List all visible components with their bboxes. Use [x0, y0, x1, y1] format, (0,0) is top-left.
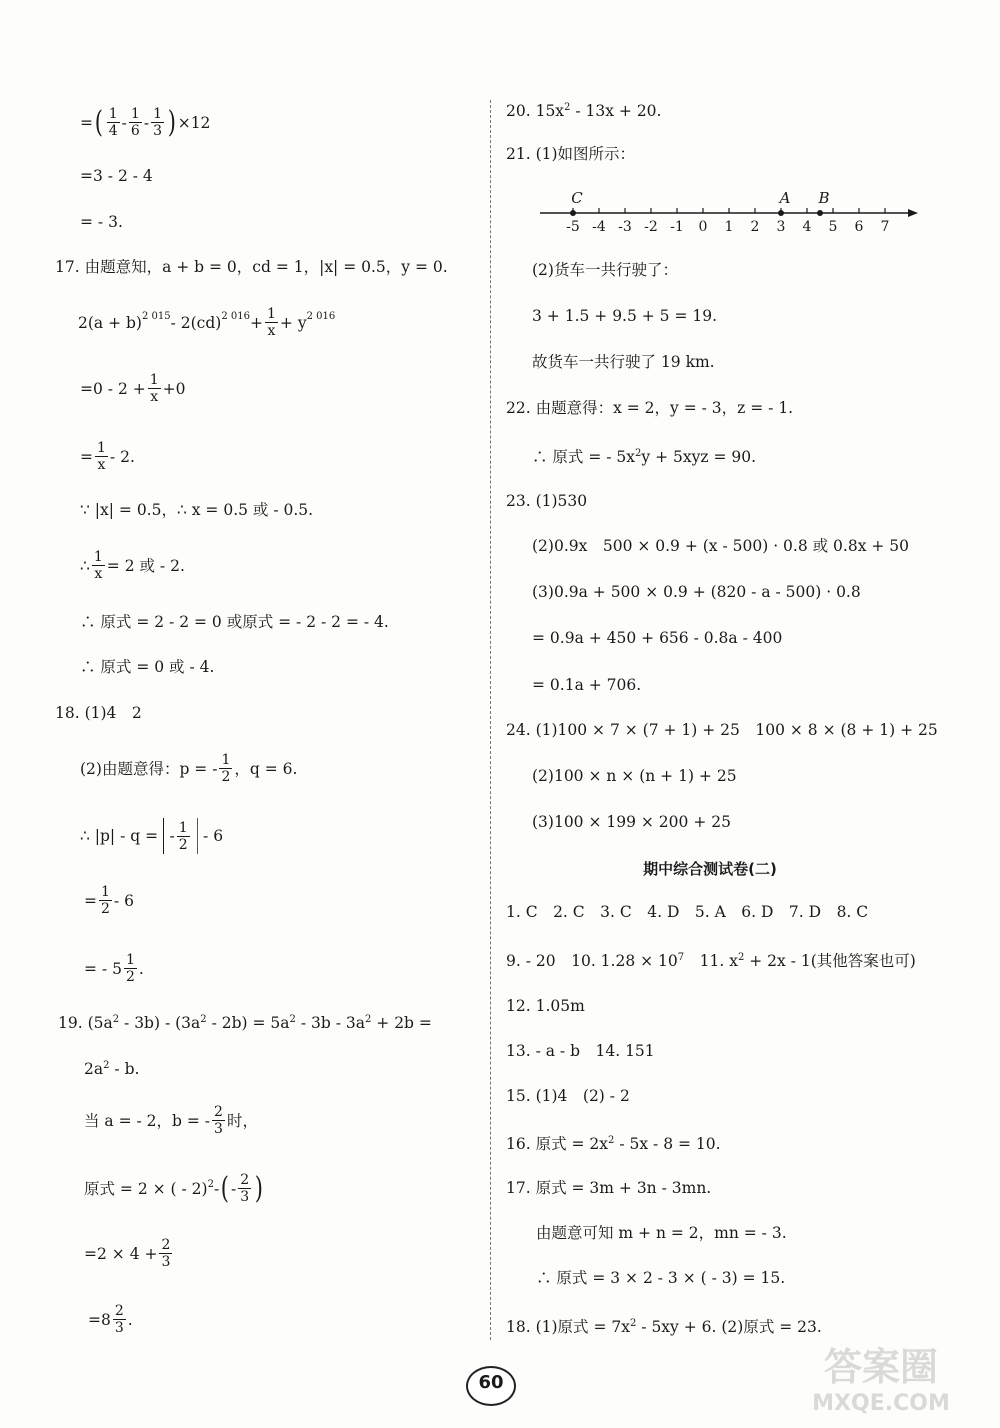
point-a — [778, 210, 784, 216]
fraction: $\frac{1}{x}$ — [149, 372, 159, 405]
section-title: 期中综合测试卷(二) — [643, 860, 777, 878]
point-label: A — [779, 189, 791, 207]
problem-18-line-3: = $\frac{1}{2}$ - 6 — [84, 884, 134, 917]
problem-17-line-4: ∵ |x| = 0.5，∴ x = 0.5 或 - 0.5. — [80, 501, 314, 519]
problem-17-line-6: ∴ 原式 = 2 - 2 = 0 或原式 = - 2 - 2 = - 4. — [80, 613, 389, 631]
answers-13-14: 13. - a - b 14. 151 — [506, 1042, 655, 1060]
tick-label: 1 — [724, 219, 734, 235]
problem-23-line-1: (2)0.9x 500 × 0.9 + (x - 500) · 0.8 或 0.8x + 50 — [532, 537, 910, 555]
fraction: $\frac{1}{4}$ — [108, 106, 118, 139]
answer-12: 12. 1.05m — [506, 997, 585, 1015]
fraction: $\frac{2}{3}$ — [161, 1237, 171, 1270]
fraction: $\frac{1}{6}$ — [130, 106, 140, 139]
fraction: $\frac{1}{2}$ — [101, 884, 110, 917]
problem-18-line-2: ∴ |p| - q = - $\frac{1}{2}$ - 6 — [80, 819, 224, 853]
svg-text:答案圈: 答案圈 — [823, 1345, 939, 1389]
problem-19-line-4: =2 × 4 + $\frac{2}{3}$ — [84, 1237, 171, 1270]
tick-label: -4 — [592, 219, 606, 235]
problem-21-line-2: 3 + 1.5 + 9.5 + 5 = 19. — [532, 307, 718, 325]
svg-text:MXQE.COM: MXQE.COM — [812, 1391, 950, 1416]
problem-21-line-3: 故货车一共行驶了 19 km. — [532, 353, 715, 371]
tick-label: -5 — [566, 219, 580, 235]
problem-24-line-1: (2)100 × n × (n + 1) + 25 — [532, 767, 737, 785]
problem-21-line-1: (2)货车一共行驶了： — [532, 261, 678, 279]
problem-22-line-1: ∴ 原式 = - $5x^2y + 5xyz = 90$. — [532, 448, 757, 467]
answer-17-line-2: ∴ 原式 = 3 × 2 - 3 × ( - 3) = 15. — [536, 1269, 786, 1287]
fraction: $\frac{1}{3}$ — [153, 106, 162, 139]
problem-17-line-3: = $\frac{1}{x}$ - 2. — [80, 440, 135, 473]
fraction: $\frac{1}{x}$ — [93, 549, 103, 582]
fraction: $\frac{1}{x}$ — [266, 306, 276, 339]
problem-24-head: 24. (1)100 × 7 × (7 + 1) + 25 100 × 8 × (8 + 1) + 25 — [506, 721, 938, 739]
problem-18-line-1: (2)由题意得：p = - $\frac{1}{2}$ ，q = 6. — [80, 752, 298, 785]
problem-19-line-1: $2a^2$ - b. — [84, 1060, 140, 1079]
tick-label: 0 — [698, 219, 708, 235]
tick-label: 7 — [880, 219, 890, 235]
number-line — [530, 185, 930, 240]
column-divider — [490, 100, 491, 1340]
tick-label: 5 — [828, 219, 838, 235]
problem-23-line-4: = 0.1a + 706. — [532, 676, 642, 694]
fraction: $\frac{2}{3}$ — [240, 1172, 250, 1205]
tick-label: -1 — [670, 219, 684, 235]
problem-17-head: 17. 由题意知，a + b = 0，cd = 1，|x| = 0.5，y = 0. — [55, 258, 448, 276]
eq-line-1: = ( $\frac{1}{4}$ - $\frac{1}{6}$ - $\frac{1}{3}$ ) ×12 — [80, 104, 211, 140]
problem-17-line-7: ∴ 原式 = 0 或 - 4. — [80, 658, 215, 676]
answers-1-8: 1. C 2. C 3. C 4. D 5. A 6. D 7. D 8. C — [506, 903, 869, 921]
problem-17-line-5: ∴ $\frac{1}{x}$ = 2 或 - 2. — [80, 549, 185, 582]
tick-label: 2 — [750, 219, 760, 235]
point-c — [570, 210, 576, 216]
problem-19-line-5: =8 $\frac{2}{3}$ . — [88, 1303, 133, 1336]
answer-15: 15. (1)4 (2) - 2 — [506, 1087, 630, 1105]
problem-18-line-4: = - 5 $\frac{1}{2}$ . — [84, 952, 144, 985]
watermark-logo-icon — [776, 1338, 986, 1418]
eq-line-3: = - 3. — [80, 213, 123, 231]
problem-17-line-2: =0 - 2 + $\frac{1}{x}$ +0 — [80, 372, 186, 405]
point-b — [817, 210, 823, 216]
problem-20: 20. $15x^2 - 13x + 20$. — [506, 102, 662, 121]
answers-9-11: 9. - 20 10. $1.28 \times 10^7$ 11. $x^2 + 2x - 1$(其他答案也可) — [506, 952, 916, 971]
answer-17-line-1: 由题意可知 m + n = 2，mn = - 3. — [536, 1224, 787, 1242]
fraction: $\frac{1}{2}$ — [221, 752, 231, 785]
point-label: C — [571, 189, 583, 207]
problem-23-line-2: (3)0.9a + 500 × 0.9 + (820 - a - 500) · 0.8 — [532, 583, 861, 601]
problem-22-head: 22. 由题意得：x = 2，y = - 3，z = - 1. — [506, 399, 794, 417]
answer-16: 16. 原式 = $2x^2 - 5x - 8 = 10$. — [506, 1135, 721, 1154]
problem-21-head: 21. (1)如图所示： — [506, 145, 636, 163]
page-number: 60 — [466, 1366, 516, 1406]
fraction: $\frac{1}{2}$ — [178, 819, 188, 853]
fraction: $\frac{2}{3}$ — [114, 1303, 124, 1336]
tick-label: 4 — [802, 219, 812, 235]
problem-18-head: 18. (1)4 2 — [55, 704, 142, 722]
problem-17-expr: 2(a + b) $^{2 015}$ - 2(cd) $^{2 016}$ + $\frac{1}{x}$ + y $^{2 016}$ — [78, 306, 336, 339]
problem-23-line-3: = 0.9a + 450 + 656 - 0.8a - 400 — [532, 629, 783, 647]
problem-19-line-3: 原式 = 2 × ( - 2) $^2$ - ( - $\frac{2}{3}$ ) — [84, 1170, 264, 1206]
fraction: $\frac{1}{x}$ — [97, 440, 106, 473]
problem-19-line-2: 当 a = - 2，b = - $\frac{2}{3}$ 时， — [84, 1104, 258, 1137]
fraction: $\frac{1}{2}$ — [125, 952, 135, 985]
axis-arrow-icon — [908, 209, 918, 217]
fraction: $\frac{2}{3}$ — [214, 1104, 223, 1137]
problem-23-head: 23. (1)530 — [506, 492, 588, 510]
eq-line-2: =3 - 2 - 4 — [80, 167, 153, 185]
tick-label: -3 — [618, 219, 632, 235]
answer-17: 17. 原式 = 3m + 3n - 3mn. — [506, 1179, 712, 1197]
tick-label: 6 — [854, 219, 864, 235]
tick-label: -2 — [644, 219, 658, 235]
problem-24-line-2: (3)100 × 199 × 200 + 25 — [532, 813, 731, 831]
tick-label: 3 — [776, 219, 786, 235]
point-label: B — [818, 189, 830, 207]
problem-19-head: 19. $(5a^2 - 3b) - (3a^2 - 2b) = 5a^2 - 3b - 3a^2 + 2b$ = — [58, 1014, 432, 1033]
answer-18: 18. (1)原式 = $7x^2 - 5xy + 6$. (2)原式 = 23. — [506, 1318, 822, 1337]
